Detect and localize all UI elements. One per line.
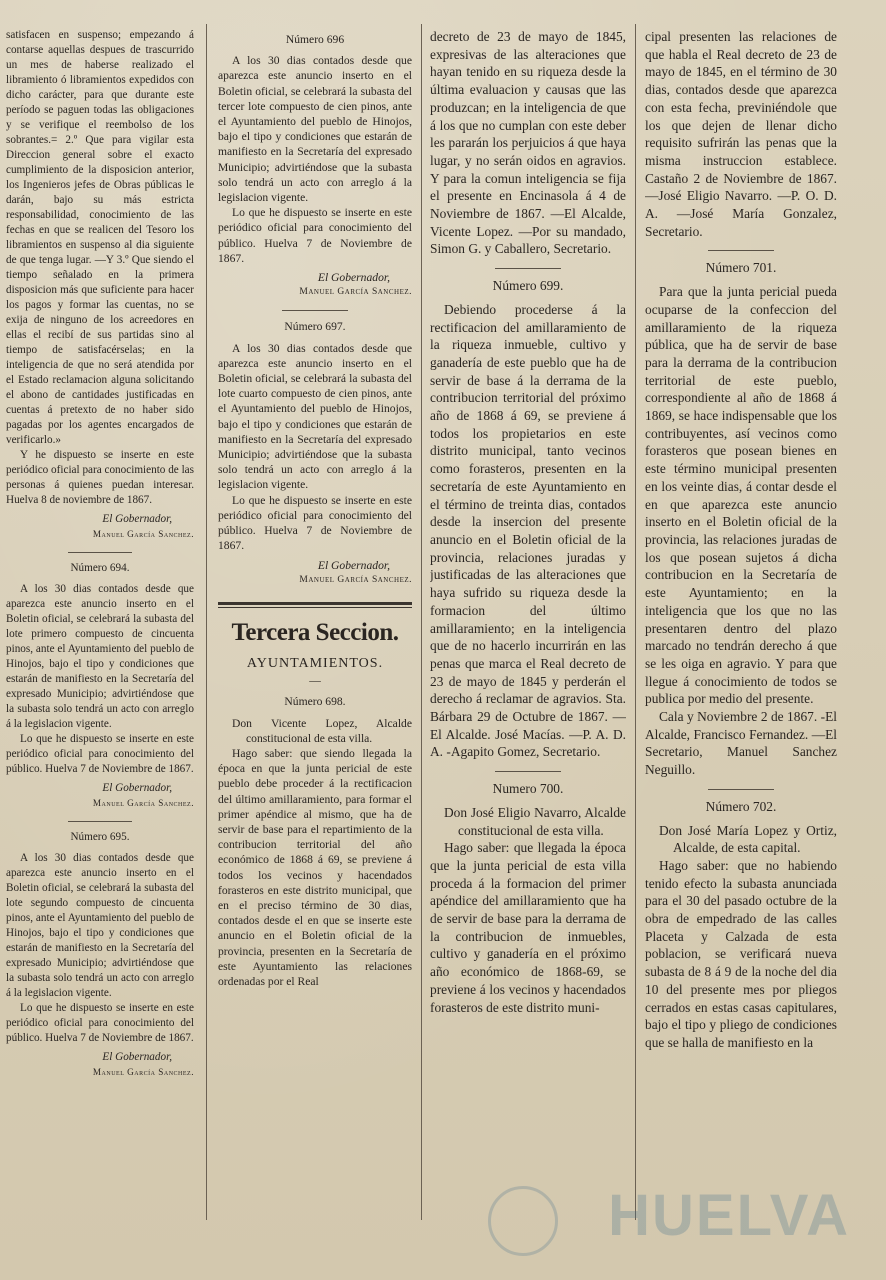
notice-body: Hago saber: que siendo llegada la época en que la junta pericial de este pueblo debe proceder á la rectificacion del último amillaramiento, para formar el primer apéndice al mismo, que ha de servir de base para el repartimiento de la contribucion territorial del año económico de 1868 á 69, se previene á todos los vecinos y hacendados forasteros en este distrito municipal, que en el preciso término de 30 dias, contados desde el en que se inserte este anuncio en el Boletin oficial de la provincia, presenten en la Secretaría de este Ayuntamiento las relaciones ordenadas por el Real [218,746,412,988]
notice-heading: Don José María Lopez y Ortiz, Alcalde, de esta capital. [659,822,837,856]
column-divider [206,24,207,1220]
signature-title: El Gobernador, [317,271,390,285]
continued-text: satisfacen en suspenso; empezando á contarse aquellas despues de trascurrido un mes de haberse realizado el libramiento ó libramientos expedidos con dicho carácter, para que durante este período se paguen todas las obligaciones y se verifique el reembolso de los sobrantes.= 2.º Que para vigilar esta Direccion general sobre el exacto cumplimiento de la disposicion anterior, los Ingenieros jefes de Obras públicas le darán, bajo su más estricta responsabilidad, conocimiento de las fechas en que se realicen del Tesoro los libramientos en suspenso al dia siguiente de que tenga lugar. —Y 3.º Que siendo el tiempo señalado en la primera disposicion más que suficiente para hacer los pagos y formar las cuentas, no se exija de ninguno de los acreedores en ellas el recibí de sus partidas sino al tiempo de satisfacérselas; en la inteligencia de que no será atendida por el Estado reclamacion alguna solicitando el abono de cantidades justificadas en cuentas á pretexto de no haber sido pagadas por los agentes encargados de verificarlo.» [6,29,194,446]
closing-text: Lo que he dispuesto se inserte en este periódico oficial para conocimiento del público. Huelva 7 de Noviembre de 1867. [218,206,412,265]
notice-body: A los 30 dias contados desde que aparezca este anuncio inserto en el Boletin oficial, se celebrará la subasta del lote cuarto compuesto de cien pinos, ante el Ayuntamiento del pueblo de Hinojos, bajo el tipo y condiciones que estarán de manifiesto en la Secretaría del expresado Municipio; advirtiéndose que la subasta solo tendrá un acto con arreglo á la legislacion vigente. [218,341,412,492]
column-divider [421,24,422,1220]
closing-text: Y he dispuesto se inserte en este periódico oficial para conocimiento de las personas á quienes puedan interesar. Huelva 8 de noviembre de 1867. [6,449,194,506]
column-divider [635,24,636,1220]
signature-name: Manuel García Sanchez. [92,798,194,808]
notice-body: A los 30 dias contados desde que aparezca este anuncio inserto en el Boletin oficial, se celebrará la subasta del tercer lote compuesto de cien pinos, ante el Ayuntamiento del pueblo de Hinojos, bajo el tipo y condiciones que estarán de manifiesto en la Secretaría del expresado Municipio; advirtiéndose que la subasta solo tendrá un acto con arreglo á la legislacion vigente. [218,54,412,205]
section-rule [218,602,412,608]
notice-number: Número 702. [705,798,777,814]
separator [708,789,773,790]
notice-number: Número 695. [70,831,130,843]
signature-title: El Gobernador, [102,513,172,525]
closing-text: Cala y Noviembre 2 de 1867. -El Alcalde, Francisco Fernandez. —El Secretario, Manuel Sanchez Neguillo. [645,709,837,778]
signature-title: El Gobernador, [102,782,172,794]
notice-number: Numero 700. [492,781,564,797]
section-subtitle: AYUNTAMIENTOS. [246,655,384,671]
watermark: HUELVA [608,1183,850,1248]
signature-title: El Gobernador, [317,558,390,572]
section-dash: — [309,674,321,688]
notice-body: Hago saber: que no habiendo tenido efecto la subasta anunciada para el 30 del pasado octubre de la obra de empedrado de las calles Placeta y Calzada de esta poblacion, se verificará nueva subasta de 8 á 9 de la noche del dia 10 del presente mes por pliegos cerrados en estas casas capitulares, bajo el tipo y pliego de condiciones que se halla de manifiesto en la [645,857,837,1050]
section-title: Tercera Seccion. [231,618,399,646]
notice-heading: Don Vicente Lopez, Alcalde constitucional de esta villa. [232,716,412,745]
signature-title: El Gobernador, [102,1051,172,1063]
column-3 [430,28,626,1016]
continued-text: cipal presenten las relaciones de que habla el Real decreto de 23 de mayo de 1845, en el término de 30 dias, contados desde que aparezca con esta fecha, previniéndole que los que dejen de llenar dicho requisito sufrirán las penas que la misma instruccion establece. Castaño 2 de Noviembre de 1867. —José Eligio Navarro. —P. O. D. A. —José María Gonzalez, Secretario. [645,29,837,239]
notice-body: Debiendo procederse á la rectificacion del amillaramiento de la riqueza inmueble, cultivo y ganadería de este pueblo que ha de servir de base á la derrama de la contribucion territorial del próximo año de 1868 á 69, se previene á todos los propietarios en este distrito municipal, tanto vecinos como forasteros, presenten en la secretaría de este Ayuntamiento en el término de treinta dias, contados desde la insercion del presente anuncio en el Boletin oficial de la provincia, relaciones juradas y justificadas de las alteraciones que haya sufrido su riqueza desde la formacion del último amillaramiento; en la inteligencia que de no hacerlo incurrirán en las penas que marca el Real decreto de 23 de mayo de 1845 y perderán el derecho á reclamar de agravios. Sta. Bárbara 29 de Octubre de 1867. —El Alcalde. José Macías. —P. A. D. A. -Agapito Gomez, Secretario. [430,301,626,760]
signature-name: Manuel García Sanchez. [299,574,412,585]
notice-number: Número 696 [285,33,345,46]
notice-body: A los 30 dias contados desde que aparezca este anuncio inserto en el Boletin oficial, se celebrará la subasta del lote segundo compuesto de cincuenta pinos, ante el Ayuntamiento del pueblo de Hinojos, bajo el tipo y condiciones que estarán de manifiesto en la Secretaría del expresado Municipio; advirtiéndose que la subasta solo tendrá un acto con arreglo á la legislacion vigente. [6,852,194,999]
separator [495,771,562,772]
signature-name: Manuel García Sanchez. [299,287,412,298]
column-4 [645,28,837,1052]
separator [708,250,773,251]
closing-text: Lo que he dispuesto se inserte en este periódico oficial para conocimiento del público. Huelva 7 de Noviembre de 1867. [6,733,194,775]
notice-number: Número 701. [705,260,777,276]
notice-heading: Don José Eligio Navarro, Alcalde constitucional de esta villa. [444,804,626,838]
continued-text: decreto de 23 de mayo de 1845, expresivas de las alteraciones que hayan tenido en su riqueza desde la última evaluacion y causas que las produzcan; en la inteligencia de que á los que no cumplan con este deber les pararán los perjuicios á que haya lugar, y no serán oidos en agravios. Y para la comun inteligencia se fija el presente en Encinasola á 4 de Noviembre de 1867. —El Alcalde, Vicente Lopez. —Por su mandado, Simon G. y Caballero, Secretario. [430,29,626,257]
separator [495,268,562,269]
notice-number: Número 699. [492,278,564,294]
notice-body: A los 30 dias contados desde que aparezca este anuncio inserto en el Boletin oficial, se celebrará la subasta del lote primero compuesto de cincuenta pinos, ante el Ayuntamiento del pueblo de Hinojos, bajo el tipo y condiciones que estarán de manifiesto en la Secretaría del expresado Municipio; advirtiéndose que la subasta solo tendrá un acto con arreglo á la legislacion vigente. [6,583,194,730]
signature-name: Manuel García Sanchez. [92,1067,194,1077]
separator [68,552,132,553]
separator [68,821,132,822]
notice-body: Hago saber: que llegada la época que la junta pericial de esta villa proceda á la formacion del primer apéndice del amillaramiento que ha de servir de base para la derrama de la contribucion de inmuebles, cultivo y ganadería en el próximo año económico de 1868-69, se previene á los vecinos y hacendados forasteros de este distrito muni- [430,840,626,1015]
closing-text: Lo que he dispuesto se inserte en este periódico oficial para conocimiento del público. Huelva 7 de Noviembre de 1867. [6,1002,194,1044]
separator [282,310,348,311]
notice-number: Número 698. [284,695,346,709]
signature-name: Manuel García Sanchez. [92,529,194,539]
column-1 [6,28,194,1080]
notice-number: Número 697. [284,320,346,334]
column-2 [218,28,412,989]
closing-text: Lo que he dispuesto se inserte en este periódico oficial para conocimiento del público. Huelva 7 de Noviembre de 1867. [218,493,412,553]
notice-number: Número 694. [70,562,130,574]
notice-body: Para que la junta pericial pueda ocuparse de la confeccion del amillaramiento de la riqueza pública, que ha de servir de base para la derrama de la contribucion territorial de este pueblo, correspondiente al año de 1868 á 1869, se hace indispensable que los contribuyentes, así vecinos como forasteros que posean bienes en este término municipal presenten en los veinte dias, á contar desde el en que aparezca este anuncio inserto en el Boletin oficial de la provincia, las relaciones juradas de los que posean sujetos á dicha contribucion en la Secretaría de este Ayuntamiento; en la inteligencia que los que no las presentaren dentro del plazo marcado no tendrán derecho á que se les oiga en agravio. Y para que llegue á conocimiento de todos se publica por medio del presente. [645,284,837,707]
